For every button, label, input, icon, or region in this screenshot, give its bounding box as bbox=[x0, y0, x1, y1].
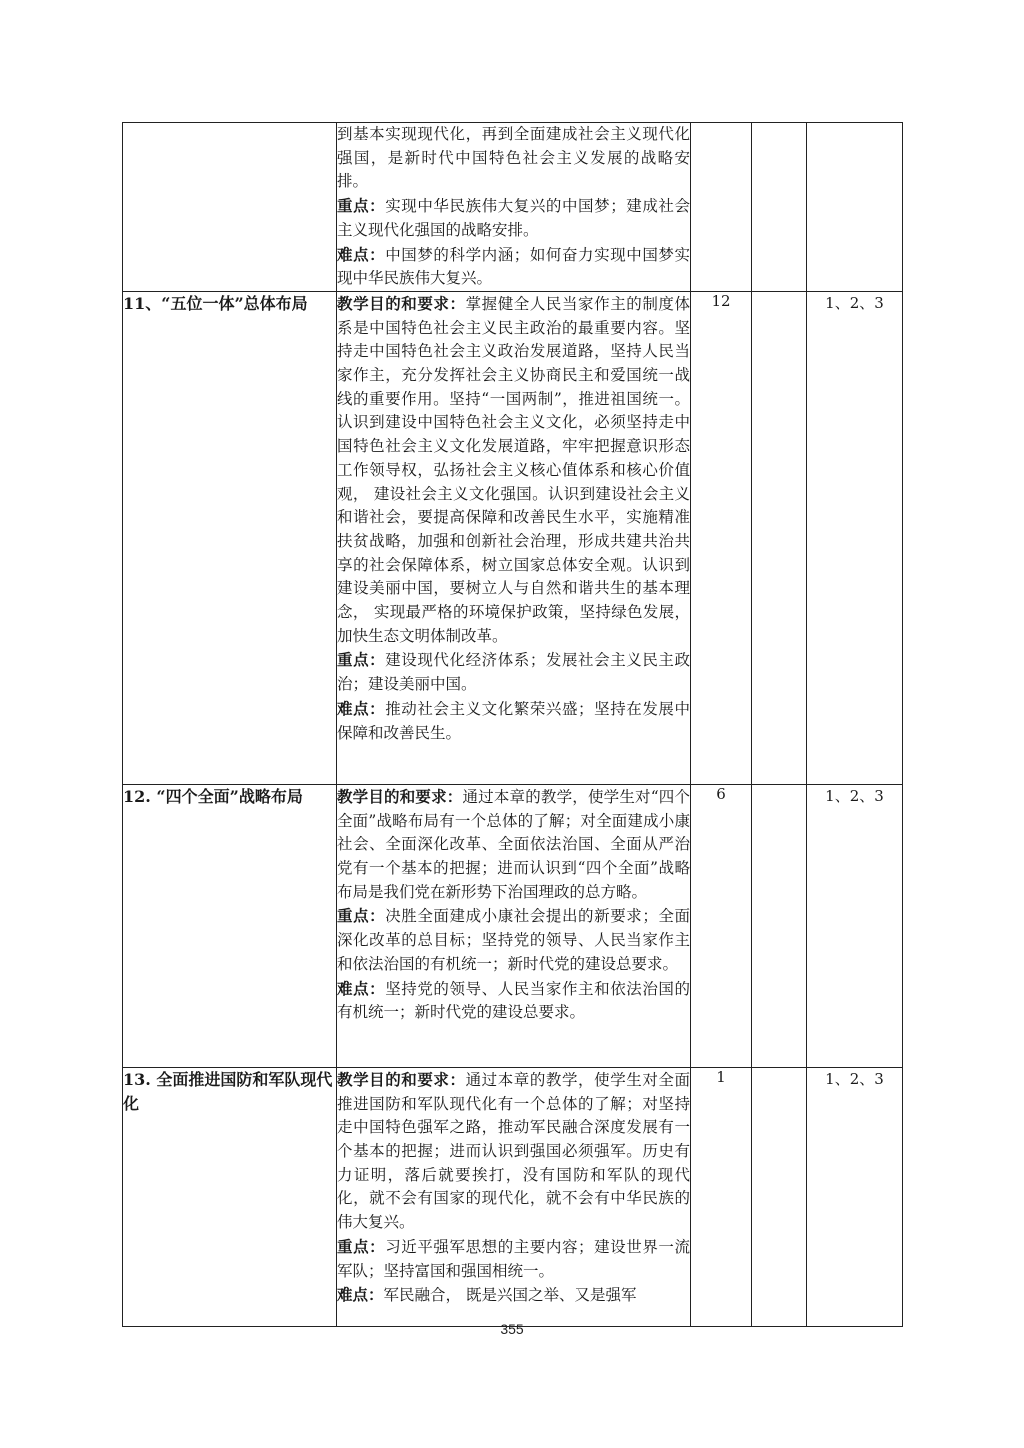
goals-cell: 1、2、3 bbox=[807, 1067, 903, 1326]
paragraph-label: 重点： bbox=[337, 196, 386, 216]
empty-cell bbox=[752, 1067, 807, 1326]
content-cell bbox=[337, 784, 691, 1067]
goals-cell: 1、2、3 bbox=[807, 784, 903, 1067]
empty-cell bbox=[752, 784, 807, 1067]
empty-cell bbox=[752, 123, 807, 292]
content-cell bbox=[337, 291, 691, 784]
hours-cell bbox=[691, 123, 752, 292]
table-row bbox=[123, 784, 903, 1067]
content-paragraph: 难点：军民融合， 既是兴国之举、又是强军 bbox=[337, 1285, 637, 1305]
content-paragraph: 教学目的和要求：掌握健全人民当家作主的制度体系是中国特色社会主义民主政治的最重要内容。坚持走中国特色社会主义政治发展道路，坚持人民当家作主，充分发挥社会主义协商民主和爱国统一战线的重要作用。坚持“一国两制”，推进祖国统一。认识到建设中国特色社会主义文化，必须坚持走中国特色社会主义文化发展道路，牢牢把握意识形态工作领导权，弘扬社会主义核心值体系和核心价值观， 建设社会主义文化强国。认识到建设社会主义和谐社会，要提高保障和改善民生水平，实施精准扶贫战略，加强和创新社会治理，形成共建共治共享的社会保障体系，树立国家总体安全观。认识到建设美丽中国，要树立人与自然和谐共生的基本理念， 实现最严格的环境保护政策，坚持绿色发展， 加快生态文明体制改革。 bbox=[337, 293, 690, 645]
hours-cell: 6 bbox=[691, 784, 752, 1067]
content-paragraph: 教学目的和要求：通过本章的教学，使学生对“四个全面”战略布局有一个总体的了解；对全面建成小康社会、全面深化改革、全面依法治国、全面从严治党有一个基本的把握；进而认识到“四个全面”战略布局是我们党在新形势下治国理政的总方略。 bbox=[337, 786, 690, 901]
content-paragraph: 重点：习近平强军思想的主要内容；建设世界一流军队；坚持富国和强国相统一。 bbox=[337, 1236, 690, 1280]
table-row bbox=[123, 291, 903, 784]
content-paragraph: 难点：中国梦的科学内涵；如何奋力实现中国梦实现中华民族伟大复兴。 bbox=[337, 244, 690, 288]
page-number: 355 bbox=[500, 1321, 524, 1337]
paragraph-label: 难点： bbox=[337, 978, 386, 998]
content-paragraph: 到基本实现现代化，再到全面建成社会主义现代化强国，是新时代中国特色社会主义发展的战略安排。 bbox=[337, 125, 690, 191]
syllabus-table bbox=[122, 122, 903, 1327]
hours-cell: 12 bbox=[691, 291, 752, 784]
paragraph-label: 教学目的和要求： bbox=[337, 1069, 466, 1089]
content-paragraph: 难点：坚持党的领导、人民当家作主和依法治国的有机统一；新时代党的建设总要求。 bbox=[337, 978, 690, 1022]
topic-cell bbox=[123, 123, 337, 292]
topic-cell: 11、“五位一体”总体布局 bbox=[123, 291, 337, 784]
table-row bbox=[123, 123, 903, 292]
paragraph-label: 教学目的和要求： bbox=[337, 293, 466, 313]
paragraph-label: 教学目的和要求： bbox=[337, 786, 463, 806]
content-paragraph: 教学目的和要求：通过本章的教学，使学生对全面推进国防和军队现代化有一个总体的了解；对坚持走中国特色强军之路，推动军民融合深度发展有一个基本的把握；进而认识到强国必须强军。历史有力证明，落后就要挨打，没有国防和军队的现代化，就不会有国家的现代化，就不会有中华民族的伟大复兴。 bbox=[337, 1069, 690, 1232]
content-paragraph: 重点：实现中华民族伟大复兴的中国梦；建成社会主义现代化强国的战略安排。 bbox=[337, 196, 690, 239]
content-paragraph: 难点：推动社会主义文化繁荣兴盛；坚持在发展中保障和改善民生。 bbox=[337, 698, 690, 742]
table-row bbox=[123, 1067, 903, 1326]
paragraph-label: 难点： bbox=[337, 698, 386, 718]
topic-cell: 13. 全面推进国防和军队现代化 bbox=[123, 1067, 337, 1326]
paragraph-label: 难点： bbox=[337, 244, 386, 264]
paragraph-label: 重点： bbox=[337, 650, 386, 670]
content-cell bbox=[337, 123, 691, 292]
content-paragraph: 重点：决胜全面建成小康社会提出的新要求；全面深化改革的总目标；坚持党的领导、人民当家作主和依法治国的有机统一；新时代党的建设总要求。 bbox=[337, 906, 690, 973]
content-cell bbox=[337, 1067, 691, 1326]
hours-cell: 1 bbox=[691, 1067, 752, 1326]
empty-cell bbox=[752, 291, 807, 784]
content-paragraph: 重点：建设现代化经济体系；发展社会主义民主政治；建设美丽中国。 bbox=[337, 650, 690, 694]
paragraph-label: 重点： bbox=[337, 1236, 386, 1256]
paragraph-label: 难点： bbox=[337, 1285, 384, 1305]
goals-cell bbox=[807, 123, 903, 292]
topic-cell: 12. “四个全面”战略布局 bbox=[123, 784, 337, 1067]
goals-cell: 1、2、3 bbox=[807, 291, 903, 784]
paragraph-label: 重点： bbox=[337, 906, 386, 926]
